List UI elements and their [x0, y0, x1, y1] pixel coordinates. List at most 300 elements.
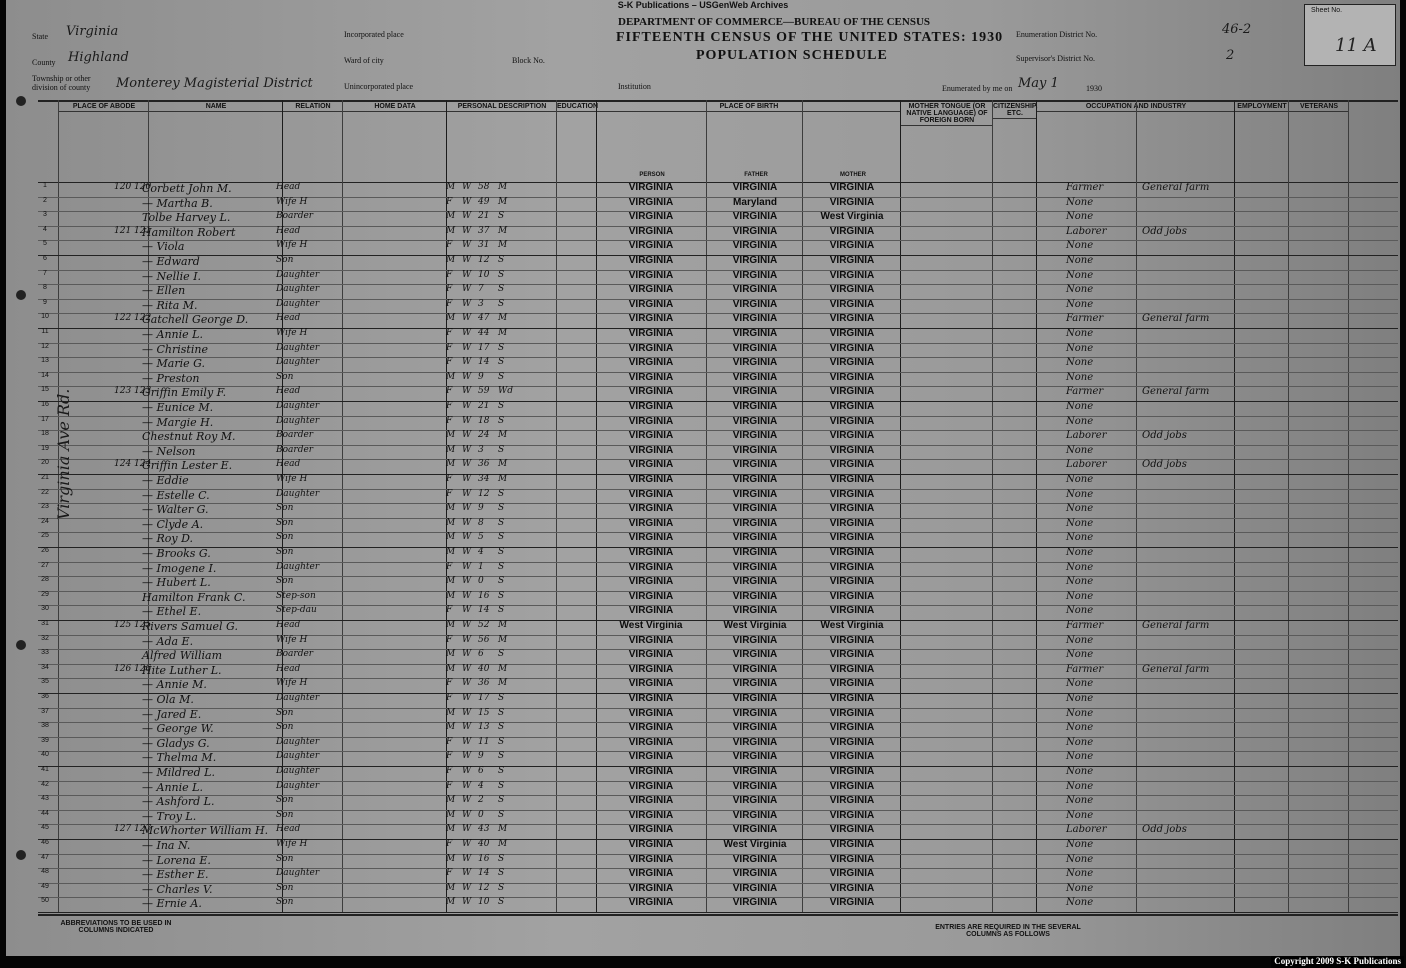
sex: F — [446, 284, 453, 295]
marital-status: S — [498, 751, 505, 762]
sex: M — [446, 547, 456, 557]
line-number: 27 — [41, 561, 49, 569]
line-number: 19 — [41, 444, 49, 452]
marital-status: S — [498, 853, 505, 864]
birthplace-father: VIRGINIA — [732, 386, 778, 398]
industry — [1142, 868, 1216, 882]
table-row — [38, 211, 1398, 227]
birthplace-person: VIRGINIA — [628, 182, 674, 193]
race: W — [462, 357, 472, 368]
sex: M — [446, 503, 456, 514]
relation: Wife H — [276, 839, 308, 849]
sex: F — [446, 386, 453, 397]
birthplace-father: VIRGINIA — [732, 284, 778, 296]
table-row — [38, 532, 1398, 548]
birthplace-mother: West Virginia — [820, 620, 884, 631]
dwelling-number — [114, 211, 138, 225]
line-number: 15 — [41, 386, 49, 394]
age: 16 — [478, 590, 490, 601]
birthplace-mother: VIRGINIA — [829, 722, 875, 734]
occupation: None — [1066, 868, 1094, 880]
occupation: None — [1066, 795, 1094, 807]
person-name: — Edward — [142, 255, 200, 268]
birthplace-father: VIRGINIA — [732, 503, 778, 515]
industry — [1142, 781, 1216, 795]
relation: Head — [276, 620, 301, 630]
industry — [1142, 649, 1216, 663]
table-row — [38, 459, 1398, 475]
industry — [1142, 547, 1216, 561]
birthplace-mother: VIRGINIA — [829, 605, 875, 617]
marital-status: S — [498, 766, 505, 776]
race: W — [462, 751, 472, 762]
race: W — [462, 196, 472, 207]
line-number: 37 — [41, 707, 49, 715]
line-number: 43 — [41, 795, 49, 803]
person-name: — Ina N. — [142, 839, 191, 852]
sex: M — [446, 663, 456, 674]
column-headings — [38, 100, 1398, 183]
birthplace-mother: VIRGINIA — [829, 809, 875, 821]
marital-status: S — [498, 255, 505, 265]
table-row — [38, 824, 1398, 840]
dwelling-number — [114, 518, 138, 532]
table-row — [38, 197, 1398, 213]
table-row — [38, 810, 1398, 826]
relation: Daughter — [276, 693, 320, 703]
birthplace-person: VIRGINIA — [628, 488, 674, 500]
birthplace-person: VIRGINIA — [628, 576, 674, 588]
marital-status: S — [498, 605, 505, 616]
incorporated-label: Incorporated place — [344, 30, 404, 39]
person-name: — Ernie A. — [142, 897, 202, 911]
age: 59 — [478, 386, 490, 397]
birthplace-mother: VIRGINIA — [829, 298, 875, 310]
birthplace-person: VIRGINIA — [628, 255, 674, 266]
dwelling-number — [114, 474, 138, 488]
relation: Son — [276, 722, 294, 733]
birthplace-person: VIRGINIA — [628, 780, 674, 792]
occupation: None — [1066, 751, 1094, 763]
table-row — [38, 562, 1398, 578]
marital-status: S — [498, 649, 505, 660]
industry — [1142, 197, 1216, 211]
industry — [1142, 416, 1216, 430]
table-row — [38, 547, 1398, 563]
marital-status: M — [498, 313, 508, 324]
race: W — [462, 693, 472, 703]
relation: Son — [276, 707, 294, 718]
marital-status: S — [498, 561, 505, 572]
birthplace-mother: VIRGINIA — [829, 401, 875, 412]
person-name: — Gladys G. — [142, 736, 210, 750]
birthplace-mother: VIRGINIA — [829, 342, 875, 354]
person-name: — Troy L. — [142, 809, 197, 823]
industry — [1142, 401, 1216, 415]
birthplace-person: VIRGINIA — [628, 868, 674, 880]
dwelling-number — [114, 357, 138, 371]
dwelling-number — [114, 678, 138, 692]
birthplace-father: VIRGINIA — [732, 269, 778, 281]
occupation: None — [1066, 839, 1094, 850]
occupation: None — [1066, 444, 1094, 456]
person-name: — Margie H. — [142, 415, 214, 429]
table-row — [38, 751, 1398, 767]
sex: F — [446, 240, 453, 251]
birthplace-person: VIRGINIA — [628, 430, 674, 442]
sex: M — [446, 707, 456, 718]
sex: M — [446, 590, 456, 601]
occupation: None — [1066, 415, 1094, 427]
enumerated-year: 1930 — [1086, 84, 1102, 93]
race: W — [462, 255, 472, 265]
occupation: Laborer — [1066, 459, 1107, 471]
department-line: DEPARTMENT OF COMMERCE—BUREAU OF THE CENSUS — [618, 16, 931, 28]
dwelling-number — [114, 693, 138, 707]
table-row — [38, 416, 1398, 432]
table-row — [38, 897, 1398, 913]
birthplace-mother: VIRGINIA — [829, 576, 875, 588]
occupation: None — [1066, 474, 1094, 485]
enumeration-value: 46-2 — [1222, 22, 1252, 37]
industry: Odd jobs — [1142, 824, 1187, 836]
person-name: — Hubert L. — [142, 576, 211, 590]
relation: Head — [276, 182, 301, 192]
occupation: None — [1066, 371, 1094, 383]
relation: Step-son — [276, 590, 316, 601]
industry: Odd jobs — [1142, 430, 1187, 442]
sex: F — [446, 678, 453, 689]
relation: Boarder — [276, 649, 314, 660]
relation: Son — [276, 547, 294, 557]
sex: F — [446, 751, 453, 762]
sex: M — [446, 444, 456, 455]
birthplace-father: VIRGINIA — [732, 182, 778, 193]
industry — [1142, 766, 1216, 780]
marital-status: S — [498, 547, 505, 557]
relation: Head — [276, 386, 301, 397]
age: 11 — [478, 736, 490, 747]
birthplace-father: West Virginia — [723, 620, 787, 631]
race: W — [462, 211, 472, 222]
line-number: 41 — [41, 766, 49, 773]
race: W — [462, 839, 472, 849]
race: W — [462, 488, 472, 499]
relation: Boarder — [276, 211, 314, 222]
person-name: — Charles V. — [142, 882, 213, 896]
person-name: — Jared E. — [142, 707, 202, 721]
sex: F — [446, 839, 453, 849]
marital-status: S — [498, 897, 505, 908]
birthplace-person: VIRGINIA — [628, 649, 674, 661]
industry — [1142, 722, 1216, 736]
person-name: — Esther E. — [142, 868, 209, 882]
race: W — [462, 284, 472, 295]
industry — [1142, 810, 1216, 824]
sex: F — [446, 269, 453, 280]
marital-status: S — [498, 780, 505, 791]
race: W — [462, 590, 472, 601]
age: 8 — [478, 517, 484, 528]
schedule-title: POPULATION SCHEDULE — [696, 48, 888, 63]
marital-status: M — [498, 620, 508, 630]
person-name: — Ola M. — [142, 693, 194, 706]
industry: Odd jobs — [1142, 225, 1187, 237]
age: 52 — [478, 620, 490, 630]
birthplace-mother: VIRGINIA — [829, 517, 875, 529]
sex: F — [446, 342, 453, 353]
race: W — [462, 240, 472, 251]
birthplace-father: VIRGINIA — [732, 517, 778, 529]
relation: Son — [276, 255, 294, 265]
relation: Daughter — [276, 488, 320, 499]
person-name: Alfred William — [142, 649, 223, 663]
sex: M — [446, 809, 456, 820]
sheet-number-box — [1304, 4, 1396, 66]
birthplace-mother: VIRGINIA — [829, 634, 875, 646]
person-name: — Annie L. — [142, 780, 203, 794]
sex: M — [446, 649, 456, 660]
marital-status: S — [498, 357, 505, 368]
county-value: Highland — [68, 50, 129, 65]
birthplace-mother: VIRGINIA — [829, 284, 875, 296]
age: 21 — [478, 211, 490, 222]
marital-status: S — [498, 795, 505, 806]
person-name: Hite Luther L. — [142, 663, 222, 677]
age: 21 — [478, 401, 490, 411]
industry — [1142, 576, 1216, 590]
race: W — [462, 371, 472, 382]
race: W — [462, 182, 472, 192]
race: W — [462, 853, 472, 864]
birthplace-person: VIRGINIA — [628, 225, 674, 237]
sex: M — [446, 853, 456, 864]
birthplace-mother: VIRGINIA — [829, 853, 875, 865]
unincorporated-label: Unincorporated place — [344, 82, 414, 91]
table-row — [38, 240, 1398, 256]
line-number: 12 — [41, 342, 49, 350]
age: 31 — [478, 240, 490, 251]
birthplace-father: VIRGINIA — [732, 897, 778, 909]
marital-status: S — [498, 576, 505, 587]
line-number: 39 — [41, 736, 49, 744]
dwelling-number — [114, 299, 138, 313]
occupation: None — [1066, 532, 1094, 544]
line-number: 10 — [41, 313, 49, 321]
industry — [1142, 489, 1216, 503]
industry — [1142, 503, 1216, 517]
line-number: 40 — [41, 751, 49, 759]
sex: F — [446, 868, 453, 879]
line-number: 38 — [41, 722, 49, 730]
industry — [1142, 532, 1216, 546]
occupation: Laborer — [1066, 824, 1107, 836]
birthplace-father: VIRGINIA — [732, 678, 778, 690]
birthplace-person: VIRGINIA — [628, 766, 674, 777]
age: 56 — [478, 634, 490, 645]
table-row — [38, 503, 1398, 519]
age: 9 — [478, 751, 484, 762]
birthplace-person: VIRGINIA — [628, 809, 674, 821]
race: W — [462, 605, 472, 616]
birthplace-mother: VIRGINIA — [829, 357, 875, 369]
sex: M — [446, 824, 456, 835]
age: 6 — [478, 649, 484, 660]
dwelling-number — [114, 372, 138, 386]
dwelling-number — [114, 722, 138, 736]
age: 43 — [478, 824, 490, 835]
sheet-value: 11 A — [1335, 35, 1377, 56]
relation: Daughter — [276, 561, 320, 572]
dwelling-number: 121 121 — [114, 225, 152, 236]
relation: Daughter — [276, 284, 320, 295]
dwelling-number — [114, 854, 138, 868]
source-banner: S-K Publications – USGenWeb Archives — [617, 0, 789, 10]
birthplace-person: VIRGINIA — [628, 328, 674, 339]
birthplace-person: VIRGINIA — [628, 678, 674, 690]
table-row — [38, 576, 1398, 592]
dwelling-number: 124 124 — [114, 459, 152, 470]
relation: Daughter — [276, 298, 320, 309]
industry — [1142, 372, 1216, 386]
age: 1 — [478, 561, 484, 572]
birthplace-father: Maryland — [733, 196, 777, 208]
occupation: None — [1066, 882, 1094, 894]
occupation: Farmer — [1066, 182, 1104, 193]
marital-status: S — [498, 401, 505, 411]
person-name: Griffin Lester E. — [142, 459, 233, 473]
relation: Son — [276, 532, 294, 543]
colgroup-citizenship: CITIZENSHIP, ETC. — [992, 102, 1037, 180]
age: 14 — [478, 605, 490, 616]
occupation: None — [1066, 255, 1094, 266]
sex: M — [446, 795, 456, 806]
race: W — [462, 824, 472, 835]
occupation: None — [1066, 809, 1094, 821]
industry — [1142, 328, 1216, 342]
marital-status: M — [498, 824, 508, 835]
birthplace-person: VIRGINIA — [628, 751, 674, 763]
relation: Son — [276, 576, 294, 587]
race: W — [462, 678, 472, 689]
sex: M — [446, 313, 456, 324]
age: 6 — [478, 766, 484, 776]
table-row — [38, 722, 1398, 738]
table-row — [38, 737, 1398, 753]
person-name: — Christine — [142, 342, 208, 356]
age: 3 — [478, 298, 484, 309]
industry — [1142, 678, 1216, 692]
dwelling-number: 126 126 — [114, 663, 152, 674]
marital-status: S — [498, 488, 505, 499]
birthplace-father: VIRGINIA — [732, 313, 778, 325]
birthplace-father: VIRGINIA — [732, 474, 778, 485]
binder-hole — [16, 640, 26, 650]
age: 0 — [478, 576, 484, 587]
marital-status: S — [498, 868, 505, 879]
birthplace-mother: VIRGINIA — [829, 255, 875, 266]
enumerated-label: Enumerated by me on — [942, 84, 1013, 93]
age: 5 — [478, 532, 484, 543]
birthplace-person: VIRGINIA — [628, 795, 674, 807]
entries-title: ENTRIES ARE REQUIRED IN THE SEVERAL COLUMNS AS FOLLOWS — [935, 924, 1081, 938]
dwelling-number — [114, 605, 138, 619]
table-row — [38, 518, 1398, 534]
relation: Daughter — [276, 357, 320, 368]
birthplace-father: VIRGINIA — [732, 328, 778, 339]
dwelling-number — [114, 708, 138, 722]
marital-status: M — [498, 663, 508, 674]
birthplace-person: VIRGINIA — [628, 561, 674, 573]
line-number: 34 — [41, 663, 49, 671]
birthplace-person: VIRGINIA — [628, 605, 674, 617]
colgroup-relation: RELATION — [282, 102, 343, 180]
industry — [1142, 518, 1216, 532]
table-row — [38, 868, 1398, 884]
industry: General farm — [1142, 620, 1210, 631]
sex: M — [446, 532, 456, 543]
marital-status: S — [498, 503, 505, 514]
line-number: 33 — [41, 649, 49, 657]
birthplace-person: VIRGINIA — [628, 357, 674, 369]
relation: Head — [276, 225, 301, 236]
dwelling-number — [114, 343, 138, 357]
dwelling-number — [114, 532, 138, 546]
birthplace-father: VIRGINIA — [732, 357, 778, 369]
birthplace-mother: VIRGINIA — [829, 547, 875, 558]
person-name: Griffin Emily F. — [142, 386, 227, 400]
age: 36 — [478, 678, 490, 689]
age: 36 — [478, 459, 490, 470]
block-label: Block No. — [512, 56, 545, 65]
dwelling-number — [114, 562, 138, 576]
person-name: McWhorter William H. — [142, 824, 269, 838]
person-name: — Preston — [142, 371, 200, 385]
age: 12 — [478, 882, 490, 893]
table-row — [38, 313, 1398, 329]
relation: Daughter — [276, 269, 320, 280]
age: 47 — [478, 313, 490, 324]
occupation: None — [1066, 634, 1094, 646]
table-row — [38, 605, 1398, 621]
marital-status: M — [498, 430, 508, 441]
colgroup-employment: EMPLOYMENT — [1234, 102, 1289, 180]
person-name: — Martha B. — [142, 196, 213, 210]
birthplace-father: VIRGINIA — [732, 634, 778, 646]
colgroup-name: NAME — [148, 102, 283, 180]
birthplace-mother: VIRGINIA — [829, 474, 875, 485]
person-name: — Thelma M. — [142, 751, 217, 765]
birthplace-mother: VIRGINIA — [829, 182, 875, 193]
side-note: Virginia Ave Rd. — [54, 388, 73, 520]
birthplace-person: VIRGINIA — [628, 590, 674, 602]
race: W — [462, 576, 472, 587]
marital-status: S — [498, 211, 505, 222]
birthplace-person: VIRGINIA — [628, 503, 674, 515]
race: W — [462, 503, 472, 514]
birthplace-father: VIRGINIA — [732, 868, 778, 880]
occupation: None — [1066, 766, 1094, 777]
line-number: 45 — [41, 824, 49, 832]
birthplace-person: VIRGINIA — [628, 853, 674, 865]
industry — [1142, 343, 1216, 357]
person-name: Corbett John M. — [142, 182, 232, 195]
line-number: 24 — [41, 517, 49, 525]
colgroup-home-data: HOME DATA — [342, 102, 447, 180]
occupation: Farmer — [1066, 313, 1104, 325]
colgroup-place-of-abode: PLACE OF ABODE — [58, 102, 149, 180]
institution-label: Institution — [618, 82, 651, 91]
